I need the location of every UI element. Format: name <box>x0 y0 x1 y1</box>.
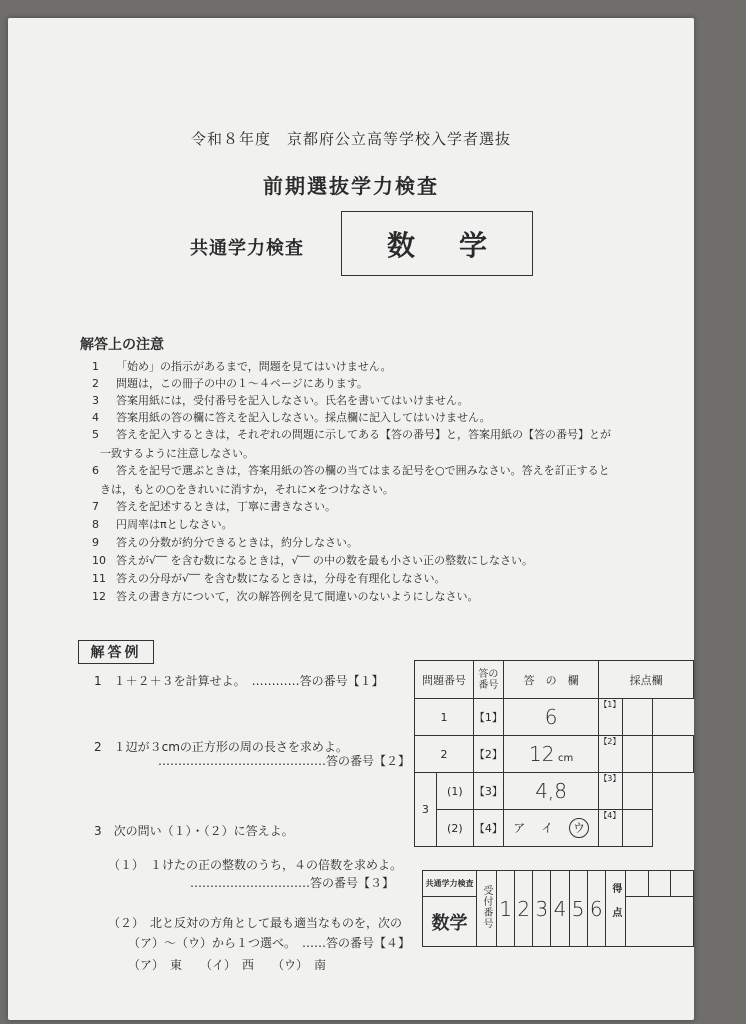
example-label: 解答例 <box>90 645 142 661</box>
example-question-1: 1 １＋２＋３を計算せよ。 …………答の番号【１】 <box>94 674 384 688</box>
empty-cell <box>652 810 693 847</box>
example-question-3-2: （２） 北と反対の方角として最も適当なものを，次の <box>108 916 403 930</box>
receipt-digit: 4 <box>551 871 569 947</box>
mark-number: 【3】 <box>599 773 623 810</box>
example-label-box <box>78 640 154 664</box>
choice-i: イ <box>541 821 554 835</box>
header-answer-no: 答の番号 <box>473 661 503 699</box>
mark-number: 【1】 <box>599 699 623 736</box>
receipt-digit: 5 <box>569 871 587 947</box>
score-cell <box>652 736 693 773</box>
exam-paper <box>8 18 694 1020</box>
problem-number: 2 <box>415 736 474 773</box>
table-row <box>415 736 694 773</box>
mark-number: 【4】 <box>599 810 623 847</box>
receipt-digit: 3 <box>533 871 551 947</box>
test-name: 共通学力検査 <box>190 238 304 259</box>
note-item: 1 「始め」の指示があるまで，問題を見てはいけません。 <box>92 360 392 373</box>
score-label-cell <box>605 871 625 947</box>
receipt-digit: 6 <box>587 871 605 947</box>
table-row <box>415 773 694 810</box>
score-cell <box>623 810 652 847</box>
subject-box <box>341 211 533 276</box>
note-item-continued: きは，もとの○をきれいに消すか，それに×をつけなさい。 <box>100 483 394 496</box>
header-score: 採点欄 <box>599 661 694 699</box>
score-box <box>625 871 648 897</box>
note-item: 9 答えの分数が約分できるときは，約分しなさい。 <box>92 536 358 549</box>
note-item: 5 答えを記入するときは，それぞれの問題に示してある【答の番号】と，答案用紙の【答の番号】とが <box>92 428 611 441</box>
empty-cell <box>652 699 693 736</box>
note-item: 10 答えが√‾‾ を含む数になるときは，√‾‾ の中の数を最も小さい正の整数にしなさい。 <box>92 554 534 567</box>
sub-number: (1) <box>436 773 473 810</box>
mark-number: 【2】 <box>599 736 623 773</box>
score-cell <box>623 736 652 773</box>
score-box <box>648 871 671 897</box>
id-subject: 数学 <box>423 897 477 947</box>
answer-cell: 12 cm <box>503 736 598 773</box>
table-row <box>415 699 694 736</box>
example-question-3-1-ref: …………………………答の番号【３】 <box>190 876 395 890</box>
id-test-label: 共通学力検査 <box>423 871 477 897</box>
answer-cell <box>503 810 598 847</box>
note-item: 4 答案用紙の答の欄に答えを記入しなさい。採点欄に記入してはいけません。 <box>92 411 491 424</box>
problem-number: 3 <box>415 773 437 847</box>
receipt-digit: 2 <box>515 871 533 947</box>
score-label: 得点 <box>609 882 621 931</box>
sub-number: (2) <box>436 810 473 847</box>
answer-number: 【1】 <box>473 699 503 736</box>
answer-number: 【4】 <box>473 810 503 847</box>
example-question-3-2b: （ア）～（ウ）から１つ選べ。 ……答の番号【４】 <box>128 936 411 950</box>
subject-label: 数学 <box>386 228 531 262</box>
example-question-3: 3 次の問い（１）・（２）に答えよ。 <box>94 824 294 838</box>
table-row <box>415 810 694 847</box>
note-item: 8 円周率はπとしなさい。 <box>92 518 233 531</box>
answer-number: 【3】 <box>473 773 503 810</box>
answer-sheet-table <box>414 660 694 847</box>
empty-cell <box>652 773 693 810</box>
header-answer: 答 の 欄 <box>503 661 598 699</box>
note-item: 6 答えを記号で選ぶときは，答案用紙の答の欄の当てはまる記号を○で囲みなさい。答えを訂正すると <box>92 464 610 477</box>
id-box <box>422 870 694 947</box>
example-question-2-ref: ……………………………………答の番号【２】 <box>158 754 411 768</box>
note-item: 3 答案用紙には，受付番号を記入しなさい。氏名を書いてはいけません。 <box>92 394 469 407</box>
score-cell <box>623 699 652 736</box>
receipt-digit: 1 <box>497 871 515 947</box>
receipt-label: 受付番号 <box>481 884 493 929</box>
example-question-3-1: （１） １けたの正の整数のうち，４の倍数を求めよ。 <box>108 858 403 872</box>
example-question-2: 2 １辺が３cmの正方形の周の長さを求めよ。 <box>94 740 348 754</box>
notes-heading: 解答上の注意 <box>80 337 164 353</box>
choice-a: ア <box>513 821 526 835</box>
note-item: 12 答えの書き方について，次の解答例を見て間違いのないようにしなさい。 <box>92 590 479 603</box>
choice-u-circled: ウ <box>569 818 589 838</box>
answer-cell: 6 <box>503 699 598 736</box>
table-header-row <box>415 661 694 699</box>
score-total-box <box>625 897 693 947</box>
note-item: 7 答えを記述するときは，丁寧に書きなさい。 <box>92 500 336 513</box>
example-question-3-2c: （ア） 東 （イ） 西 （ウ） 南 <box>128 958 327 972</box>
answer-cell: 4,8 <box>503 773 598 810</box>
problem-number: 1 <box>415 699 474 736</box>
score-box <box>671 871 694 897</box>
note-item: 2 問題は，この冊子の中の１～４ページにあります。 <box>92 377 368 390</box>
exam-title: 令和８年度 京都府公立高等学校入学者選抜 <box>190 130 511 148</box>
header-problem: 問題番号 <box>415 661 474 699</box>
receipt-label-cell <box>476 871 496 947</box>
answer-number: 【2】 <box>473 736 503 773</box>
score-cell <box>623 773 652 810</box>
note-item: 11 答えの分母が√‾‾ を含む数になるときは，分母を有理化しなさい。 <box>92 572 446 585</box>
note-item-continued: 一致するように注意しなさい。 <box>100 447 254 460</box>
exam-subtitle: 前期選抜学力検査 <box>263 174 439 198</box>
